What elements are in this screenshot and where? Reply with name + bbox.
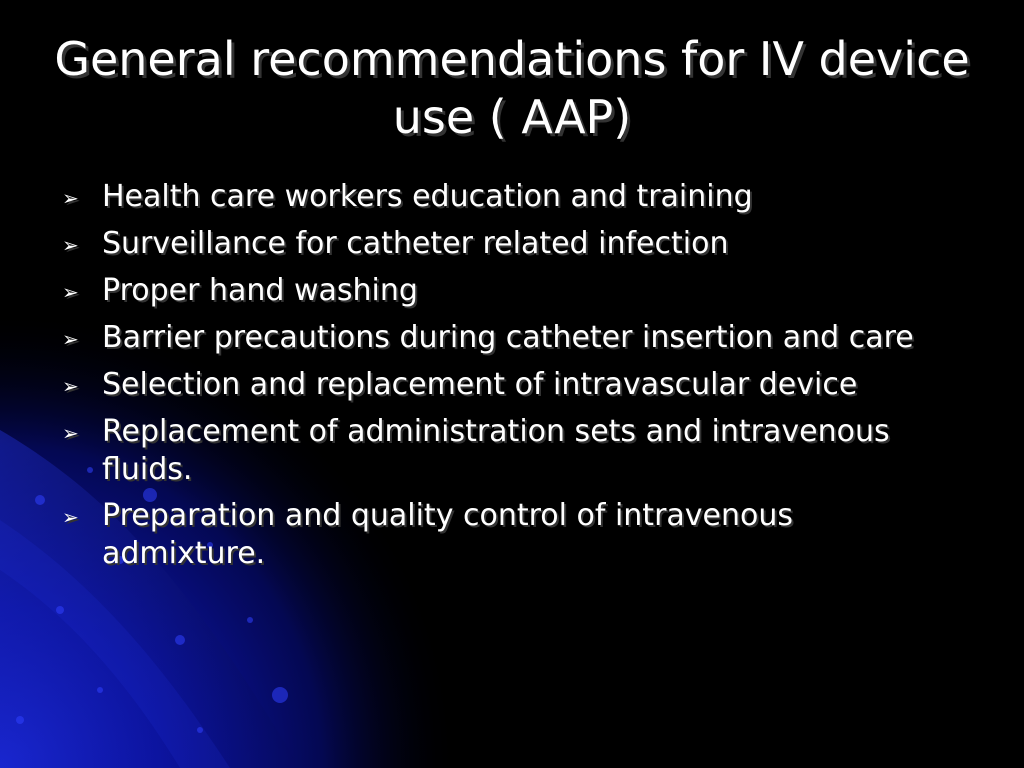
- arrow-bullet-icon: ➢: [62, 421, 79, 445]
- arrow-bullet-icon: ➢: [62, 327, 79, 351]
- arrow-bullet-icon: ➢: [62, 505, 79, 529]
- bullet-text: Proper hand washing: [102, 273, 418, 308]
- bullet-text: Health care workers education and training: [102, 179, 753, 214]
- bullet-text: Surveillance for catheter related infection: [102, 226, 729, 261]
- bullet-text: Barrier precautions during catheter insertion and care: [102, 320, 914, 355]
- bullet-text: Replacement of administration sets and intravenous fluids.: [102, 414, 890, 487]
- bullet-item: [62, 225, 962, 264]
- arrow-bullet-icon: ➢: [62, 233, 79, 257]
- slide-title: General recommendations for IV device use ( AAP): [54, 32, 970, 144]
- bullet-list: [62, 178, 962, 581]
- bullet-text: Selection and replacement of intravascular device: [102, 367, 858, 402]
- bullet-item: [62, 178, 962, 217]
- arrow-bullet-icon: ➢: [62, 280, 79, 304]
- bullet-item: [62, 366, 962, 405]
- bullet-item: [62, 272, 962, 311]
- bullet-text: Preparation and quality control of intravenous admixture.: [102, 498, 794, 571]
- arrow-bullet-icon: ➢: [62, 186, 79, 210]
- bullet-item: [62, 413, 962, 489]
- arrow-bullet-icon: ➢: [62, 374, 79, 398]
- bullet-item: [62, 319, 962, 358]
- bullet-item: [62, 497, 962, 573]
